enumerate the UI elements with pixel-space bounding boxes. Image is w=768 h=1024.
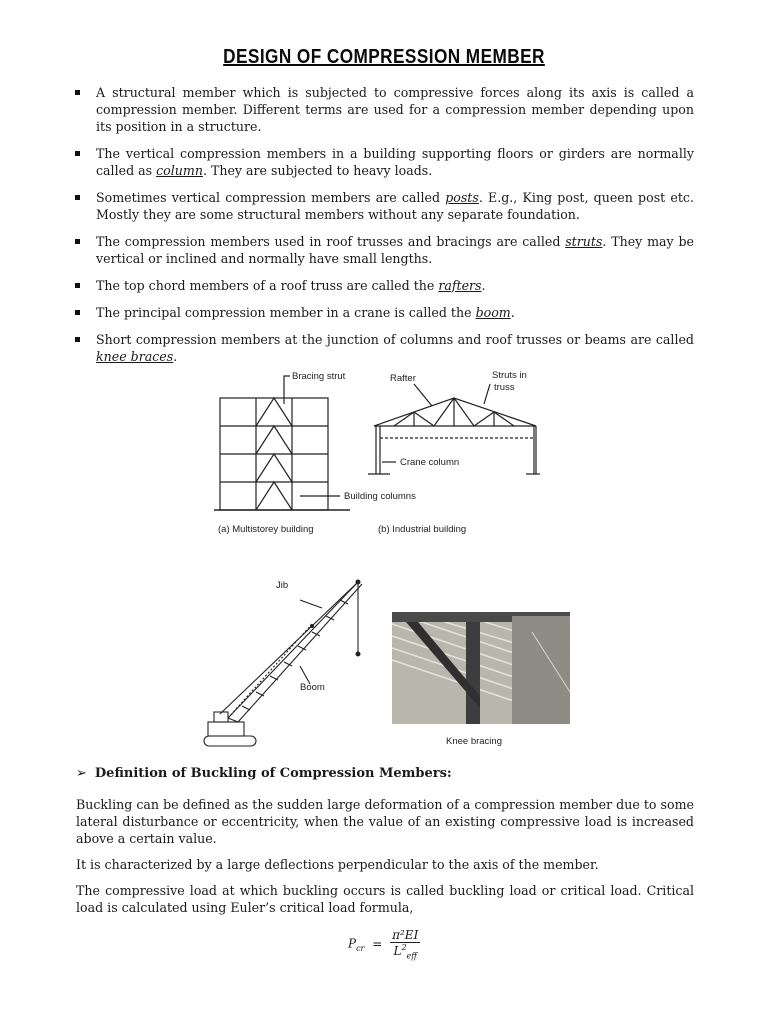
list-item: The vertical compression members in a building supporting floors or girders are normally called as column. They are subjected to heavy loads. xyxy=(74,145,694,179)
page-title: DESIGN OF COMPRESSION MEMBER xyxy=(223,46,545,68)
list-item: Short compression members at the junction of columns and roof trusses or beams are called knee braces. xyxy=(74,331,694,365)
list-item: Sometimes vertical compression members are called posts. E.g., King post, queen post etc. Mostly they are some structural members without any separate foundation. xyxy=(74,189,694,223)
term: column xyxy=(156,163,203,178)
euler-formula: $P_{cr}$ = π²EI $L^2_{eff}$ xyxy=(348,928,419,961)
knee-bracing-photo xyxy=(392,612,572,752)
term: posts xyxy=(445,190,479,205)
label-boom: Boom xyxy=(300,682,325,693)
caption-industrial: (b) Industrial building xyxy=(378,524,467,535)
crane-figure xyxy=(198,570,378,752)
list-item: The principal compression member in a crane is called the boom. xyxy=(74,304,694,321)
label-struts-in-truss: Struts in xyxy=(492,370,527,381)
bullet-list xyxy=(74,84,694,375)
caption-multistorey: (a) Multistorey building xyxy=(218,524,314,535)
term: struts xyxy=(565,234,603,249)
label-rafter: Rafter xyxy=(390,373,416,384)
paragraph: The compressive load at which buckling occurs is called buckling load or critical load. Critical load is calculated using Euler’s critical load formula, xyxy=(76,883,694,915)
structures-figure xyxy=(200,366,540,546)
label-bracing-strut: Bracing strut xyxy=(292,371,346,382)
label-knee-bracing: Knee bracing xyxy=(446,736,502,747)
paragraph: It is characterized by a large deflections perpendicular to the axis of the member. xyxy=(76,857,599,872)
list-item: A structural member which is subjected to compressive forces along its axis is called a compression member. Different terms are used for a compression member depending upon its position in a structure. xyxy=(74,84,694,135)
list-item: The compression members used in roof trusses and bracings are called struts. They may be vertical or inclined and normally have small lengths. xyxy=(74,233,694,267)
paragraph: Buckling can be defined as the sudden large deformation of a compression member due to some lateral disturbance or eccentricity, when the value of an existing compressive load is increased above a certain value. xyxy=(76,797,694,846)
arrow-bullet-icon: ➢ xyxy=(76,766,87,781)
label-building-columns: Building columns xyxy=(344,491,416,502)
term: knee braces xyxy=(96,349,174,364)
label-jib: Jib xyxy=(276,580,289,591)
list-item: The top chord members of a roof truss are called the rafters. xyxy=(74,277,694,294)
label-struts-in-truss-2: truss xyxy=(494,382,515,393)
term: boom xyxy=(475,305,511,320)
label-crane-column: Crane column xyxy=(400,457,460,468)
section-heading: ➢ Definition of Buckling of Compression Members: xyxy=(76,766,452,781)
term: rafters xyxy=(438,278,482,293)
